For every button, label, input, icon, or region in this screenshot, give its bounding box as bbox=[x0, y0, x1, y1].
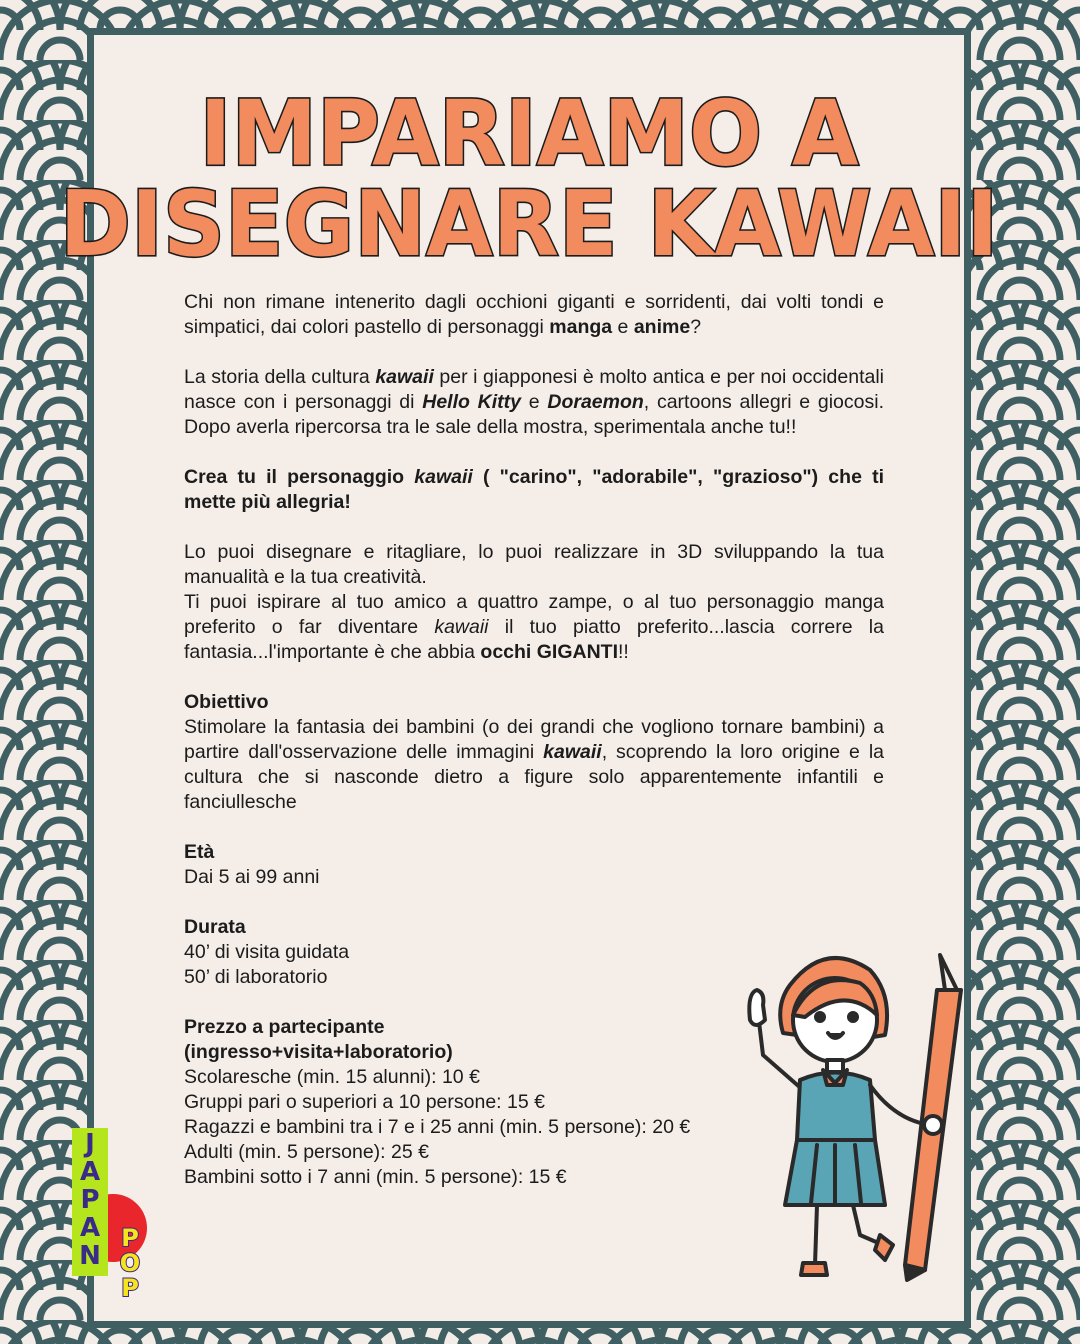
svg-text:N: N bbox=[79, 1241, 101, 1271]
price-item: Gruppi pari o superiori a 10 persone: 15 € bbox=[184, 1091, 545, 1113]
girl-with-pencil-illustration bbox=[735, 945, 975, 1295]
price-item: Scolaresche (min. 15 alunni): 10 € bbox=[184, 1066, 480, 1088]
age-heading: Età bbox=[184, 841, 215, 863]
price-item: Ragazzi e bambini tra i 7 e i 25 anni (min. 5 persone): 20 € bbox=[184, 1116, 691, 1138]
page-title bbox=[59, 80, 999, 277]
age-section: Età Dai 5 ai 99 anni bbox=[184, 841, 320, 888]
price-heading: Prezzo a partecipante bbox=[184, 1016, 385, 1038]
price-item: Bambini sotto i 7 anni (min. 5 persone): 15 € bbox=[184, 1166, 567, 1188]
svg-text:P: P bbox=[80, 1185, 100, 1215]
japan-pop-logo bbox=[68, 1128, 158, 1308]
svg-text:J: J bbox=[85, 1129, 95, 1159]
duration-heading: Durata bbox=[184, 916, 246, 938]
intro-paragraph-4: Lo puoi disegnare e ritagliare, lo puoi realizzare in 3D sviluppando la tua manualità e la tua creatività. Ti puoi ispirare al tuo amico a quattro zampe, o al tuo personaggio manga preferito o far diventare kawaii il tuo piatto preferito...lascia correre la fantasia...l'importante è che abbia occhi GIGANTI!! bbox=[184, 541, 884, 663]
intro-paragraph-3: Crea tu il personaggio kawaii ( "carino", "adorabile", "grazioso") che ti mette più allegria! bbox=[184, 466, 884, 513]
objective-heading: Obiettivo bbox=[184, 691, 269, 713]
intro-paragraph-1: Chi non rimane intenerito dagli occhioni giganti e sorridenti, dai volti tondi e simpatici, dai colori pastello di personaggi manga e anime? bbox=[184, 291, 884, 338]
title-line-1: IMPARIAMO A bbox=[199, 80, 859, 187]
title-graphic bbox=[59, 80, 999, 277]
svg-text:P: P bbox=[121, 1224, 139, 1252]
svg-text:P: P bbox=[121, 1274, 139, 1302]
svg-text:A: A bbox=[79, 1157, 101, 1187]
duration-section: Durata 40’ di visita guidata 50’ di laboratorio bbox=[184, 916, 350, 988]
price-item: Adulti (min. 5 persone): 25 € bbox=[184, 1141, 429, 1163]
price-subheading: (ingresso+visita+laboratorio) bbox=[184, 1041, 453, 1063]
svg-text:O: O bbox=[119, 1249, 141, 1277]
svg-text:A: A bbox=[79, 1213, 101, 1243]
intro-paragraph-2: La storia della cultura kawaii per i giapponesi è molto antica e per noi occidentali nasce con i personaggi di Hello Kitty e Doraemon, cartoons allegri e giocosi. Dopo averla ripercorsa tra le sale della mostra, sperimentala anche tu!! bbox=[184, 366, 885, 438]
title-line-2: DISEGNARE KAWAII bbox=[59, 171, 999, 277]
objective-section: Obiettivo Stimolare la fantasia dei bambini (o dei grandi che vogliono tornare bambini) a partire dall'osservazione delle immagini kawaii, scoprendo la loro origine e la cultura che si nasconde dietro a figure solo apparentemente infantili e fanciullesche bbox=[184, 691, 884, 813]
